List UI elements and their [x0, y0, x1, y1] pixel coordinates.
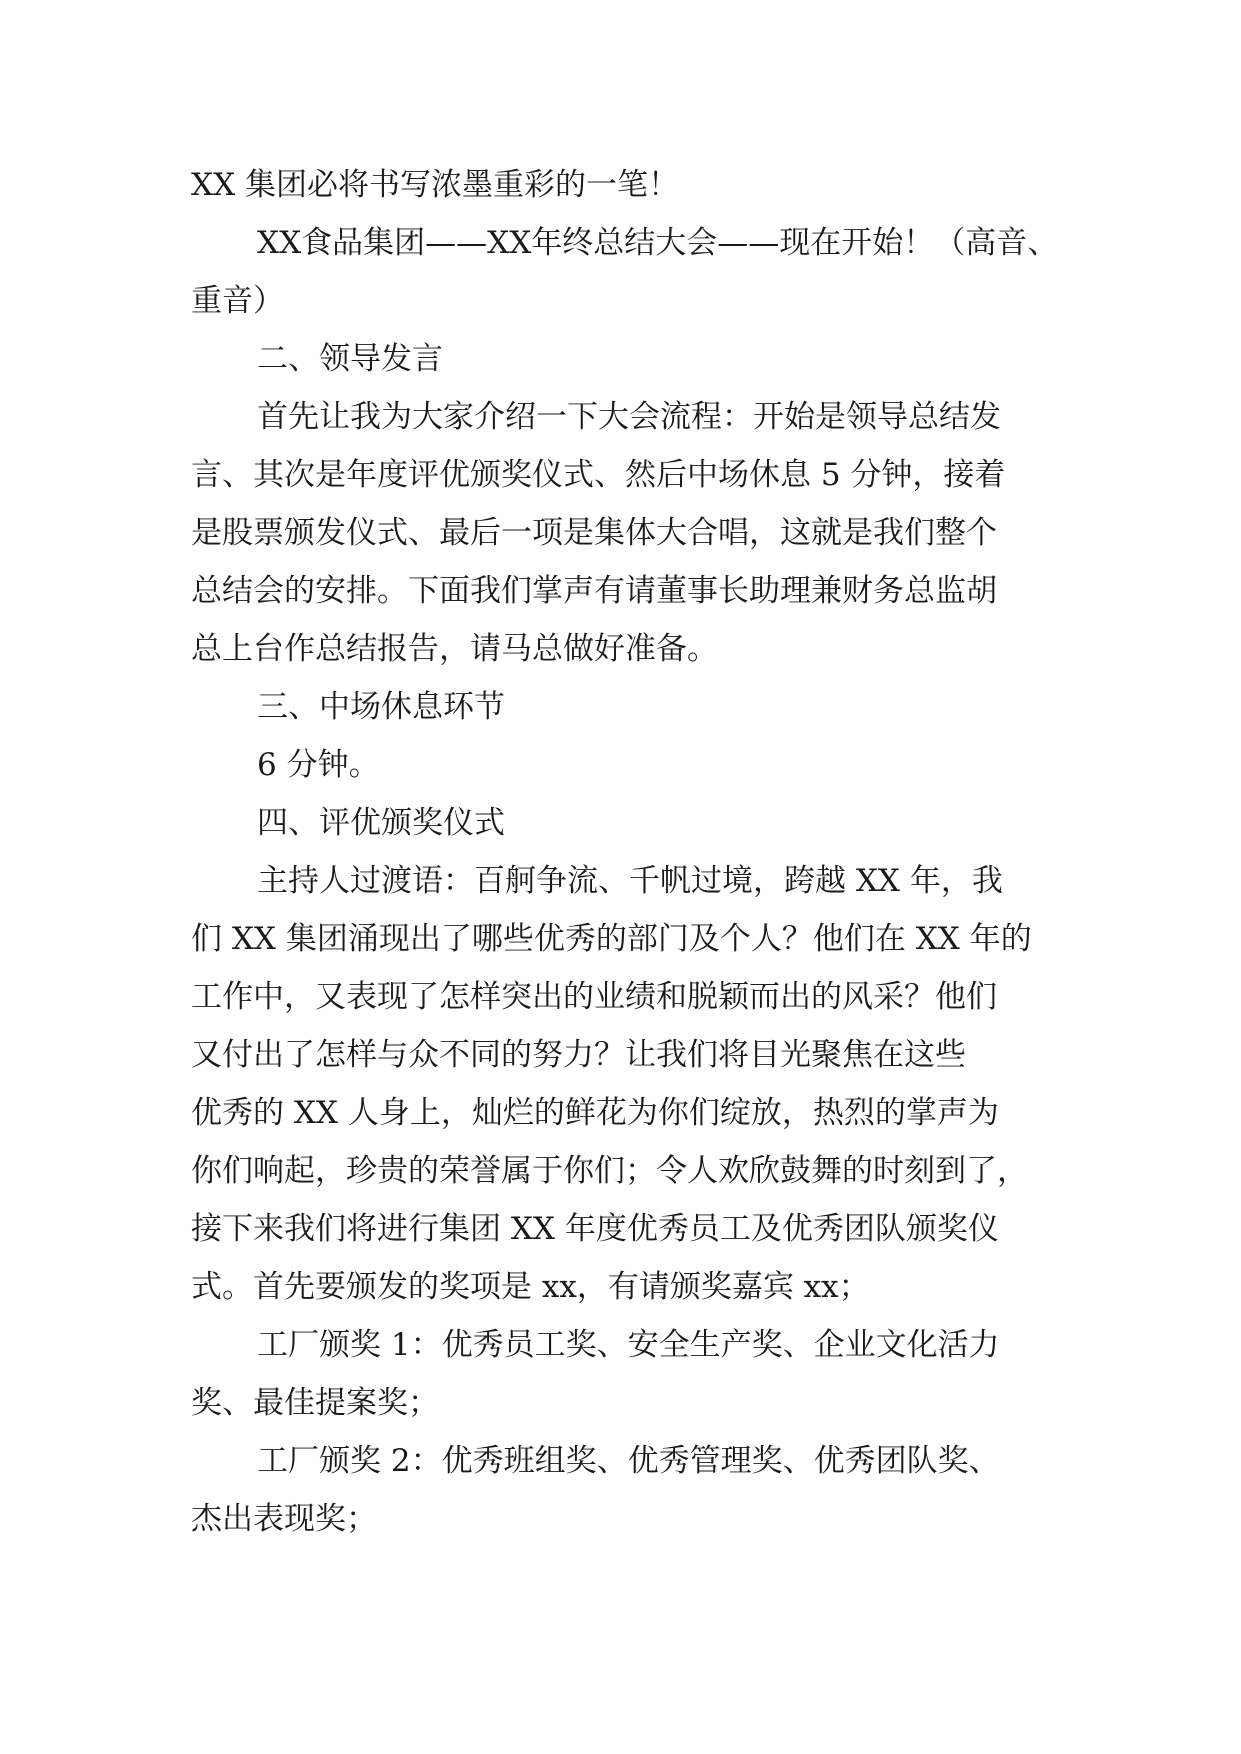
- text-line: XX食品集团——XX年终总结大会——现在开始！（高音、: [257, 225, 1059, 261]
- text-line: 6 分钟。: [257, 747, 380, 783]
- text-line: 主持人过渡语：百舸争流、千帆过境，跨越 XX 年，我: [257, 863, 1003, 899]
- text-line: 工厂颁奖 1：优秀员工奖、安全生产奖、企业文化活力: [257, 1327, 1000, 1363]
- text-line: 首先让我为大家介绍一下大会流程：开始是领导总结发: [257, 399, 1001, 435]
- text-line: 工作中，又表现了怎样突出的业绩和脱颖而出的风采？他们: [191, 979, 997, 1015]
- text-line: 是股票颁发仪式、最后一项是集体大合唱，这就是我们整个: [191, 515, 997, 551]
- text-line: 重音）: [191, 283, 284, 319]
- text-line: 工厂颁奖 2：优秀班组奖、优秀管理奖、优秀团队奖、: [257, 1443, 1000, 1479]
- text-line: 奖、最佳提案奖；: [191, 1385, 439, 1421]
- text-line: 们 XX 集团涌现出了哪些优秀的部门及个人？他们在 XX 年的: [191, 921, 1032, 957]
- text-line: XX 集团必将书写浓墨重彩的一笔！: [191, 167, 679, 203]
- section-heading: 二、领导发言: [257, 341, 443, 377]
- text-line: 言、其次是年度评优颁奖仪式、然后中场休息 5 分钟，接着: [191, 457, 1006, 493]
- text-line: 杰出表现奖；: [191, 1501, 377, 1537]
- text-line: 优秀的 XX 人身上，灿烂的鲜花为你们绽放，热烈的掌声为: [191, 1095, 999, 1131]
- text-line: 你们响起，珍贵的荣誉属于你们；令人欢欣鼓舞的时刻到了，: [191, 1153, 1028, 1189]
- text-line: 又付出了怎样与众不同的努力？让我们将目光聚焦在这些: [191, 1037, 966, 1073]
- section-heading: 三、中场休息环节: [257, 689, 505, 725]
- text-line: 总上台作总结报告，请马总做好准备。: [191, 631, 718, 667]
- text-line: 接下来我们将进行集团 XX 年度优秀员工及优秀团队颁奖仪: [191, 1211, 999, 1247]
- text-line: 式。首先要颁发的奖项是 xx，有请颁奖嘉宾 xx；: [191, 1269, 870, 1305]
- text-line: 总结会的安排。下面我们掌声有请董事长助理兼财务总监胡: [191, 573, 997, 609]
- section-heading: 四、评优颁奖仪式: [257, 805, 505, 841]
